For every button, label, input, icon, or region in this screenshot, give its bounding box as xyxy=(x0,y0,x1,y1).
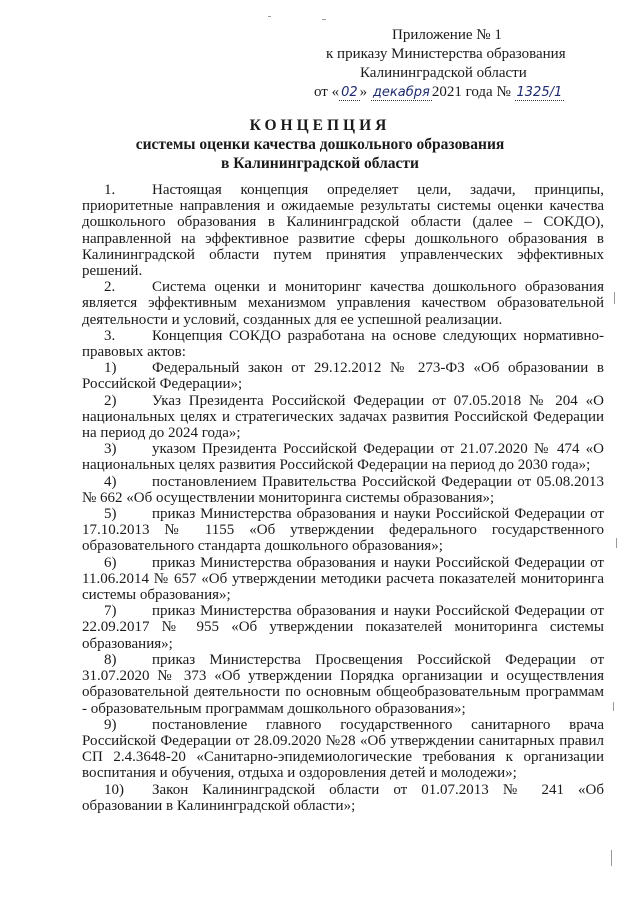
paragraph xyxy=(82,328,604,360)
handwritten-order-number: 1325/1 xyxy=(516,85,563,100)
appendix-line-2: к приказу Министерства образования xyxy=(326,46,566,62)
paragraph-text: Концепция СОКДО разработана на основе следующих нормативно-правовых актов: xyxy=(82,327,604,361)
list-text: постановление главного государственного санитарного врача Российской Федерации от 28.09.2020 №28 «Об утверждении санитарных правил СП 2.4.3648-20 «Санитарно-эпидемиологические требования к организации воспитания и обучения, отдыха и оздоровления детей и молодежи»; xyxy=(82,716,604,782)
scan-artifact xyxy=(613,702,614,711)
list-item xyxy=(82,474,604,506)
list-number: 3) xyxy=(104,441,117,458)
list-number: 10) xyxy=(104,781,124,798)
appendix-date-line xyxy=(300,83,600,102)
list-item xyxy=(82,393,604,442)
paragraph xyxy=(82,182,604,279)
list-number: 5) xyxy=(104,506,117,523)
list-number: 1) xyxy=(104,360,117,377)
scan-artifact xyxy=(322,19,326,20)
list-text: приказ Министерства образования и науки Российской Федерации от 11.06.2014 № 657 «Об утверждении методики расчета показателей мониторинга системы образования»; xyxy=(82,554,604,604)
list-number: 8) xyxy=(104,651,117,668)
list-number: 6) xyxy=(104,554,117,571)
handwritten-month: декабря xyxy=(372,85,430,100)
list-text: приказ Министерства Просвещения Российской Федерации от 31.07.2020 № 373 «Об утверждении Порядка организации и осуществления образовательной деятельности по основным общеобразовательным программам - образовательным программам дошкольного образования»; xyxy=(82,651,604,717)
title-line-2: системы оценки качества дошкольного образования xyxy=(135,136,505,153)
list-text: приказ Министерства образования и науки Российской Федерации от 22.09.2017 № 955 «Об утверждении показателей мониторинга системы образования»; xyxy=(82,603,604,652)
list-text: Федеральный закон от 29.12.2012 № 273-ФЗ «Об образовании в Российской Федерации»; xyxy=(82,360,604,393)
list-item xyxy=(82,555,604,604)
list-item xyxy=(82,441,604,473)
list-text: Указ Президента Российской Федерации от 07.05.2018 № 204 «О национальных целях и стратегических задачах развития Российской Федерации на период до 2024 года»; xyxy=(82,392,604,442)
scan-artifact xyxy=(614,292,615,304)
date-suffix: 2021 года № xyxy=(431,84,511,100)
paragraph xyxy=(82,279,604,328)
document-body xyxy=(82,182,604,814)
list-number: 4) xyxy=(104,473,117,490)
appendix-header xyxy=(300,26,600,102)
date-mid: » xyxy=(359,84,368,100)
appendix-line-1: Приложение № 1 xyxy=(392,27,502,43)
scan-artifact xyxy=(611,850,612,866)
list-text: постановлением Правительства Российской Федерации от 05.08.2013 № 662 «Об осуществлении мониторинга системы образования»; xyxy=(82,473,604,506)
list-item xyxy=(82,717,604,782)
document-title xyxy=(0,116,640,173)
list-item xyxy=(82,782,604,814)
list-item xyxy=(82,360,604,392)
list-number: 2) xyxy=(104,392,117,409)
list-item xyxy=(82,652,604,717)
list-text: Закон Калининградской области от 01.07.2013 № 241 «Об образовании в Калининградской области»; xyxy=(82,781,604,814)
paragraph-number: 3. xyxy=(104,327,116,344)
date-prefix: от « xyxy=(314,84,340,100)
paragraph-number: 1. xyxy=(104,182,116,198)
list-item xyxy=(82,506,604,555)
paragraph-text: Настоящая концепция определяет цели, задачи, принципы, приоритетные направления и ожидаемые результаты системы оценки качества дошкольного образования в Калининградской области (далее – СОКДО), направленной на эффективное развитие сферы дошкольного образования в Калининградской области путем принятия управленческих эффективных решений. xyxy=(82,182,604,280)
title-main: КОНЦЕПЦИЯ xyxy=(249,117,391,134)
list-text: приказ Министерства образования и науки Российской Федерации от 17.10.2013 № 1155 «Об утверждении федерального государственного образовательного стандарта дошкольного образования»; xyxy=(82,506,604,555)
appendix-line-3: Калининградской области xyxy=(360,65,527,81)
paragraph-text: Система оценки и мониторинг качества дошкольного образования является эффективным механизмом управления качеством образовательной деятельности и условий, созданных для ее успешной реализации. xyxy=(82,279,604,328)
scan-artifact xyxy=(616,538,617,548)
list-number: 9) xyxy=(104,716,117,733)
list-number: 7) xyxy=(104,603,117,620)
paragraph-number: 2. xyxy=(104,279,116,296)
handwritten-day: 02 xyxy=(341,85,358,100)
title-line-3: в Калининградской области xyxy=(221,155,419,172)
list-text: указом Президента Российской Федерации от 21.07.2020 № 474 «О национальных целях развития Российской Федерации на период до 2030 года»; xyxy=(82,441,604,474)
scan-artifact xyxy=(268,16,271,17)
list-item xyxy=(82,603,604,652)
